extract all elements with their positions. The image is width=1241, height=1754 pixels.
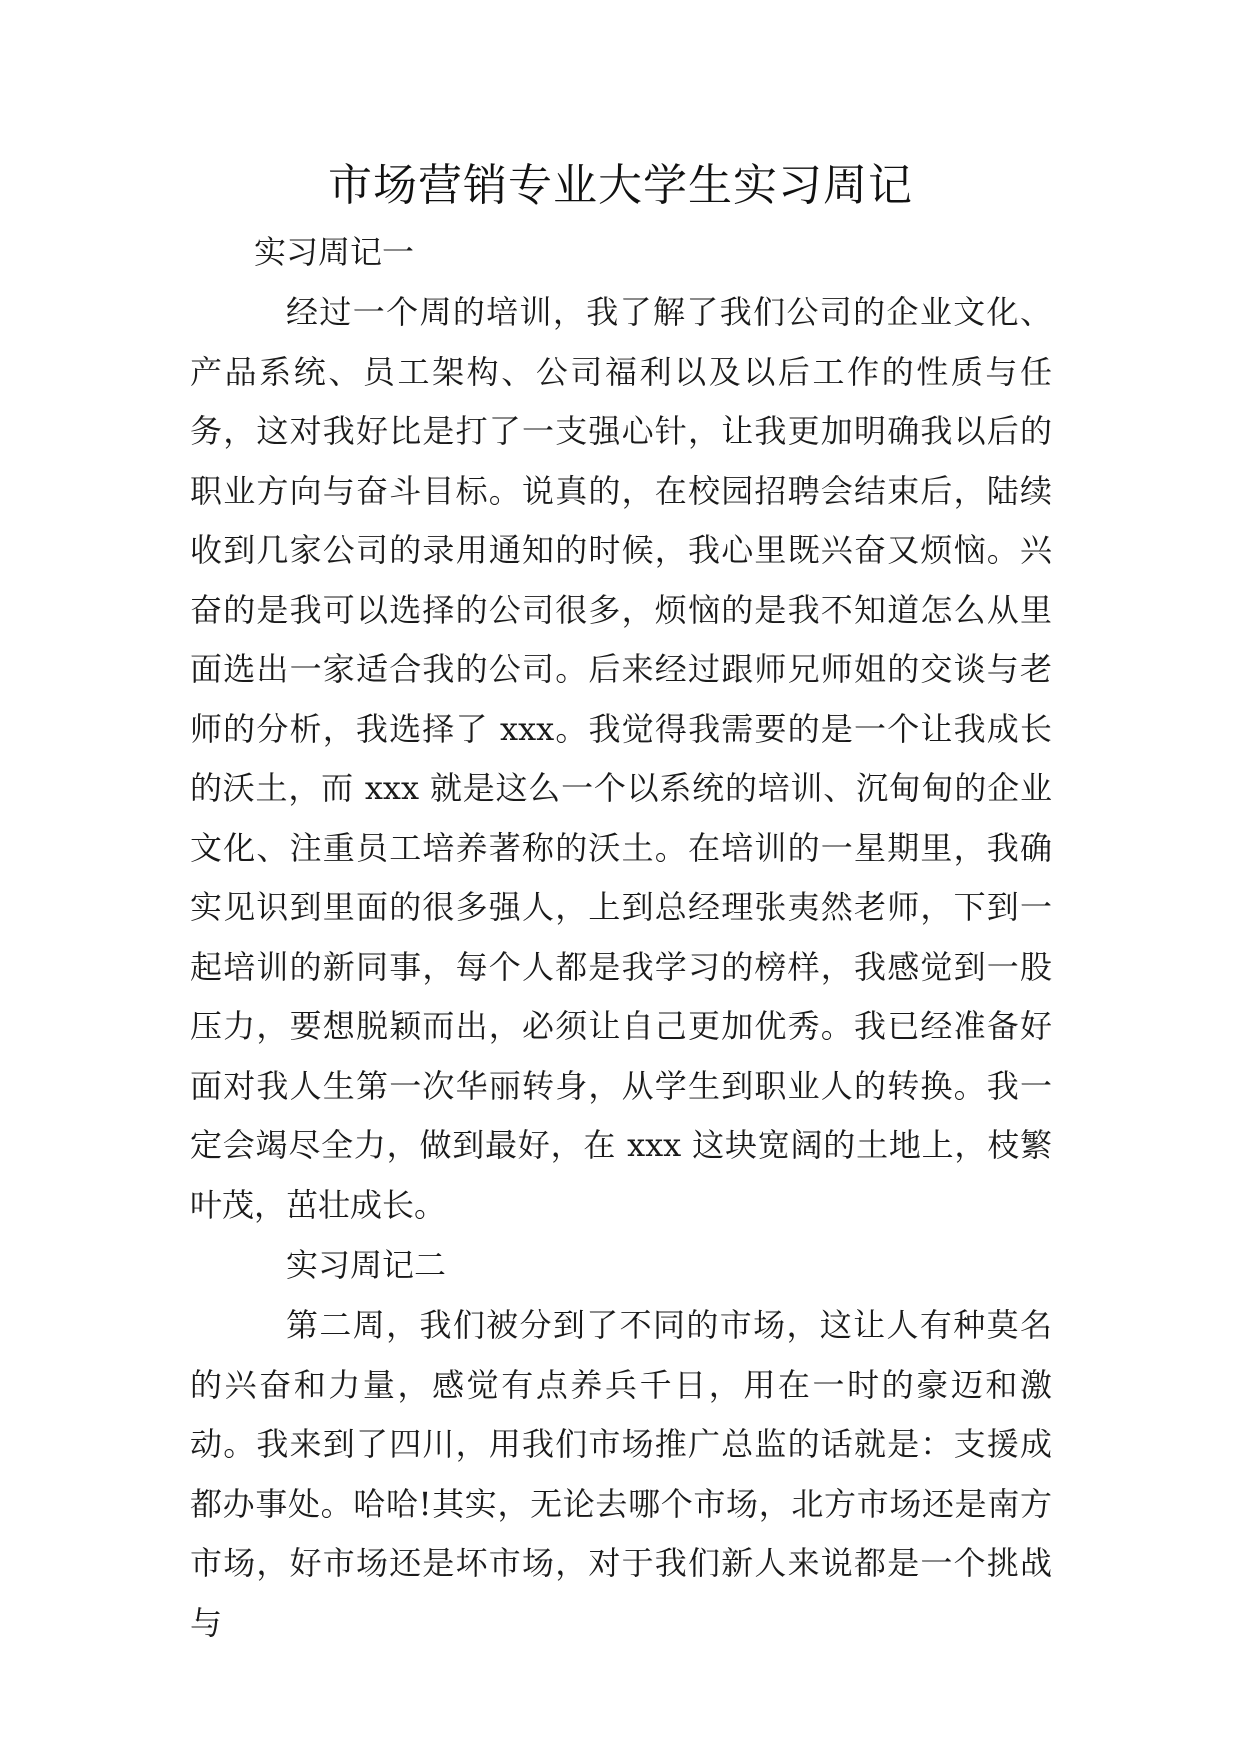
section-paragraph-2: 第二周，我们被分到了不同的市场，这让人有种莫名的兴奋和力量，感觉有点养兵千日，用在一时的豪迈和激动。我来到了四川，用我们市场推广总监的话就是：支援成都办事处。哈哈!其实，无论去哪个市场，北方市场还是南方市场，好市场还是坏市场，对于我们新人来说都是一个挑战与 bbox=[190, 1306, 1052, 1642]
section-heading-1: 实习周记一 bbox=[254, 233, 415, 271]
document-title: 市场营销专业大学生实习周记 bbox=[328, 160, 913, 211]
document-body bbox=[190, 222, 1052, 1653]
section-paragraph-1: 经过一个周的培训，我了解了我们公司的企业文化、产品系统、员工架构、公司福利以及以后工作的性质与任务，这对我好比是打了一支强心针，让我更加明确我以后的职业方向与奋斗目标。说真的，在校园招聘会结束后，陆续收到几家公司的录用通知的时候，我心里既兴奋又烦恼。兴奋的是我可以选择的公司很多，烦恼的是我不知道怎么从里面选出一家适合我的公司。后来经过跟师兄师姐的交谈与老师的分析，我选择了 xxx。我觉得我需要的是一个让我成长的沃土，而 xxx 就是这么一个以系统的培训、沉甸甸的企业文化、注重员工培养著称的沃土。在培训的一星期里，我确实见识到里面的很多强人，上到总经理张夷然老师，下到一起培训的新同事，每个人都是我学习的榜样，我感觉到一股压力，要想脱颖而出，必须让自己更加优秀。我已经准备好面对我人生第一次华丽转身，从学生到职业人的转换。我一定会竭尽全力，做到最好，在 xxx 这块宽阔的土地上，枝繁叶茂，茁壮成长。 bbox=[190, 293, 1052, 1224]
section-heading-2: 实习周记二 bbox=[286, 1246, 447, 1284]
